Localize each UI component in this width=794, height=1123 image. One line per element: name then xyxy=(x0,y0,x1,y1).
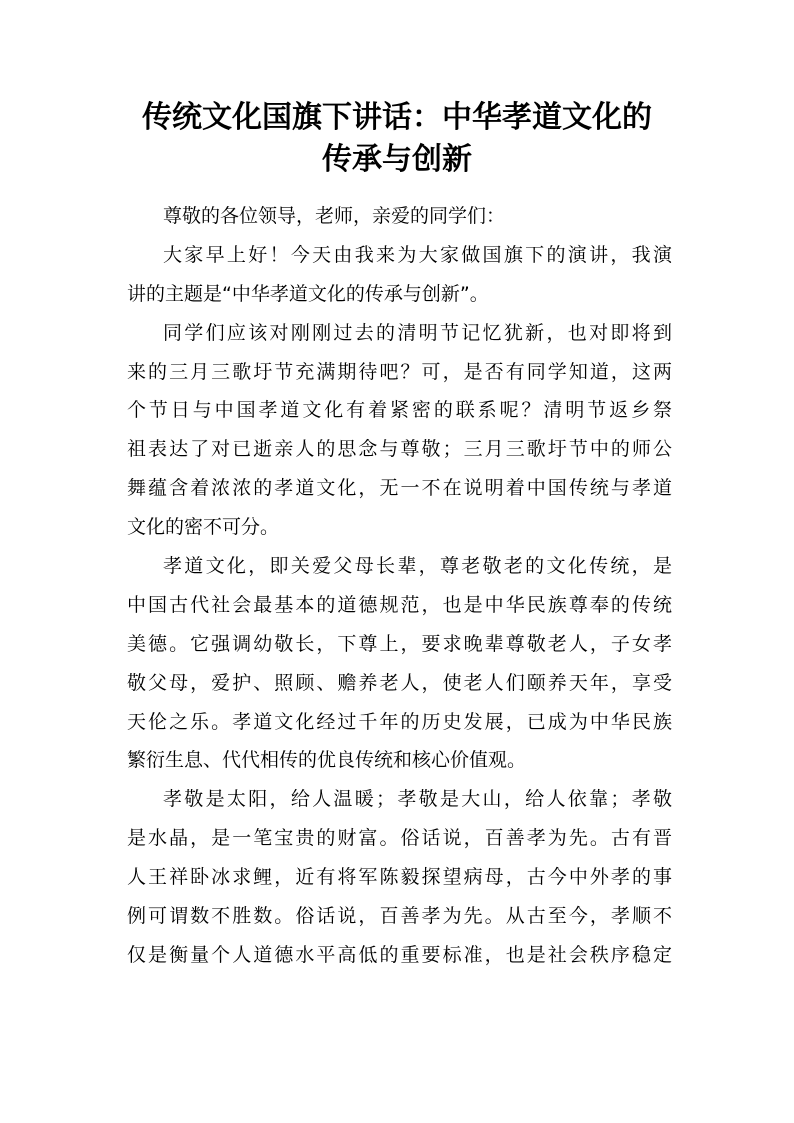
text-line: 美德。它强调幼敬长，下尊上，要求晚辈尊敬老人，子女孝 xyxy=(127,632,672,655)
text-line: 是水晶，是一笔宝贵的财富。俗话说，百善孝为先。古有晋 xyxy=(127,827,672,850)
text-line: 人王祥卧冰求鲤，近有将军陈毅探望病母，古今中外孝的事 xyxy=(127,866,672,889)
text-line: 尊敬的各位领导，老师，亲爱的同学们： xyxy=(163,205,506,227)
document-title-line-2: 传承与创新 xyxy=(322,142,472,177)
text-line: 同学们应该对刚刚过去的清明节记忆犹新，也对即将到 xyxy=(163,321,672,344)
document-title-line-1: 传统文化国旗下讲话：中华孝道文化的 xyxy=(142,100,652,135)
text-line: 个节日与中国孝道文化有着紧密的联系呢？清明节返乡祭 xyxy=(127,399,672,422)
text-line: 孝敬是太阳，给人温暖；孝敬是大山，给人依靠；孝敬 xyxy=(163,788,672,811)
text-line: 大家早上好！今天由我来为大家做国旗下的演讲，我演 xyxy=(163,243,672,266)
document-body xyxy=(127,197,672,975)
text-line: 舞蕴含着浓浓的孝道文化，无一不在说明着中国传统与孝道 xyxy=(127,477,672,500)
text-line: 来的三月三歌圩节充满期待吧？可，是否有同学知道，这两 xyxy=(127,360,672,383)
text-line: 仅是衡量个人道德水平高低的重要标准，也是社会秩序稳定 xyxy=(127,943,672,966)
text-line: 天伦之乐。孝道文化经过千年的历史发展，已成为中华民族 xyxy=(127,710,672,733)
text-line: 敬父母，爱护、照顾、赡养老人，使老人们颐养天年，享受 xyxy=(127,671,672,694)
text-line: 繁衍生息、代代相传的优良传统和核心价值观。 xyxy=(127,749,527,772)
text-line: 祖表达了对已逝亲人的思念与尊敬；三月三歌圩节中的师公 xyxy=(127,438,672,461)
text-line: 例可谓数不胜数。俗话说，百善孝为先。从古至今，孝顺不 xyxy=(127,905,672,928)
text-line: 中国古代社会最基本的道德规范，也是中华民族尊奉的传统 xyxy=(127,593,672,616)
text-line: 文化的密不可分。 xyxy=(127,516,280,539)
text-line: 孝道文化，即关爱父母长辈，尊老敬老的文化传统，是 xyxy=(163,555,672,578)
text-line: 讲的主题是“中华孝道文化的传承与创新”。 xyxy=(127,282,489,305)
